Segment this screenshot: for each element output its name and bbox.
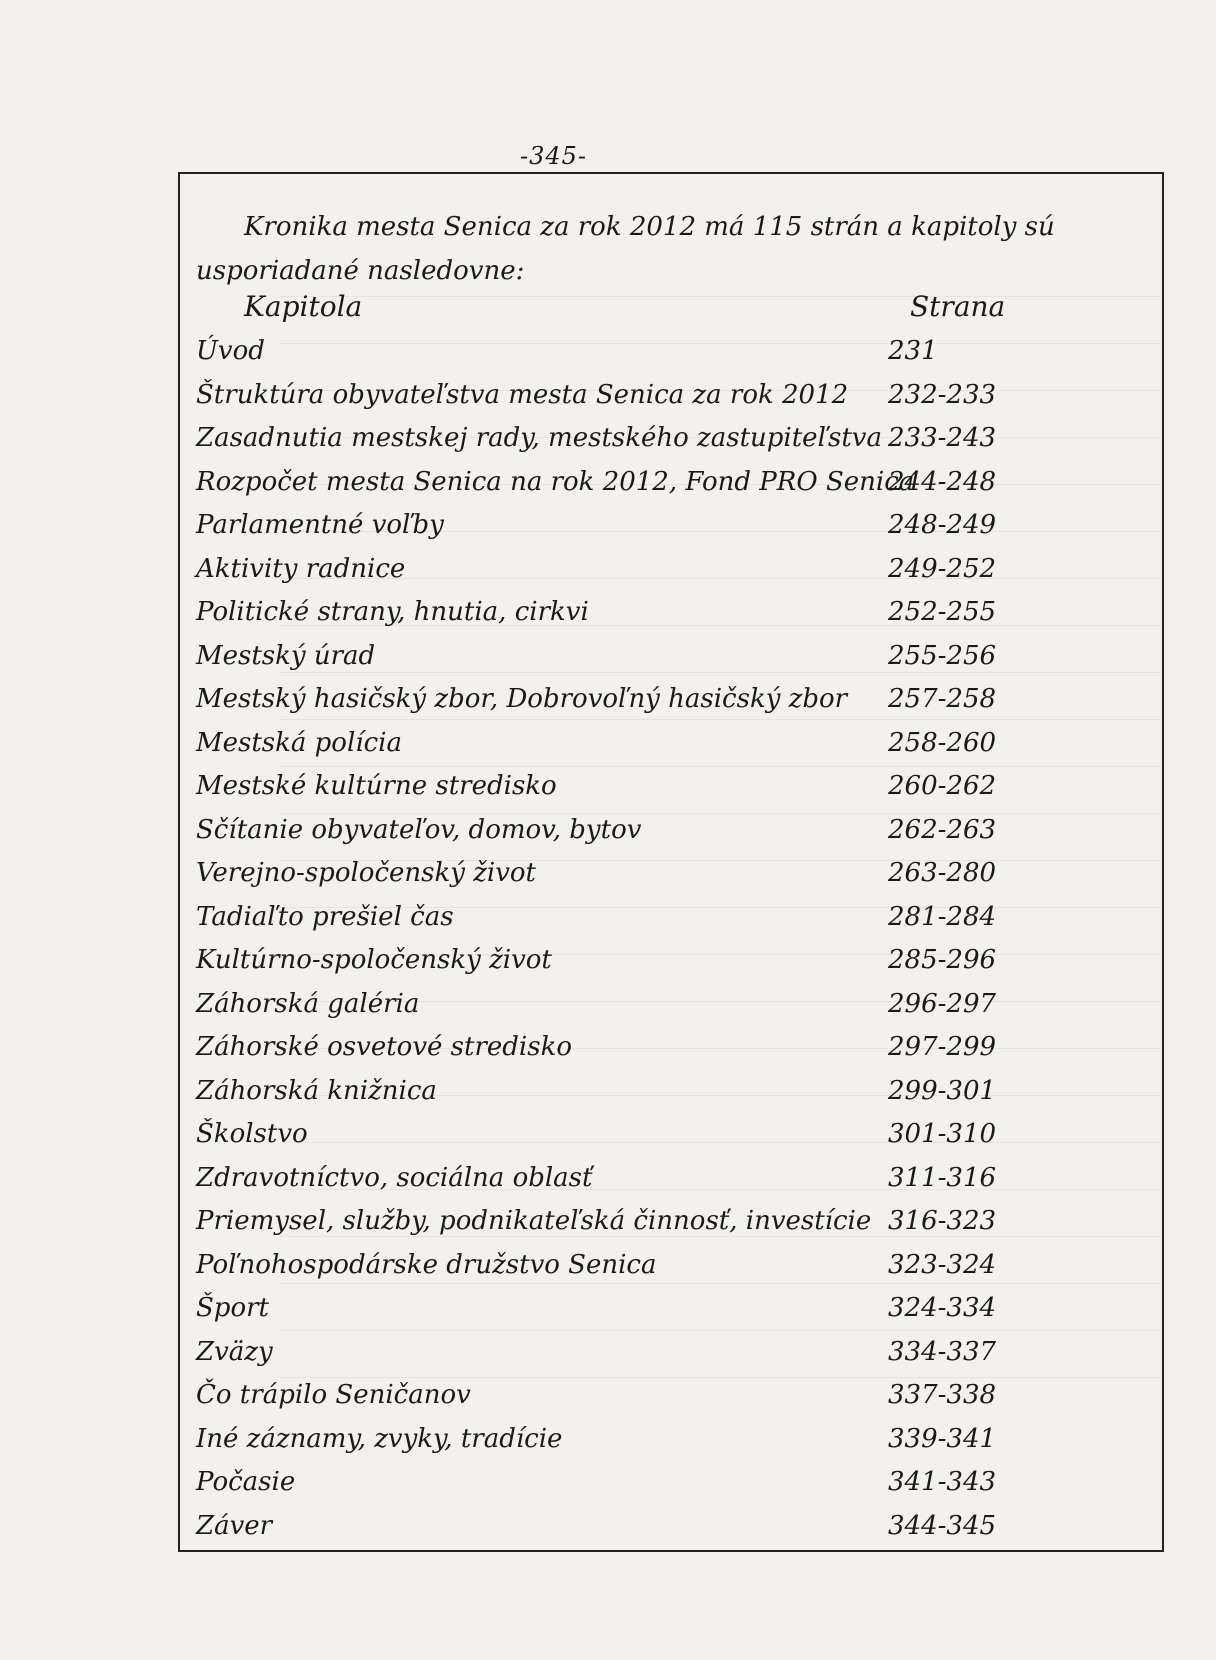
toc-entry — [196, 591, 1156, 635]
toc-title: Čo trápilo Seničanov — [196, 1380, 471, 1410]
toc-pages: 316-323 — [888, 1206, 997, 1236]
toc-pages: 285-296 — [888, 945, 997, 975]
toc-pages: 296-297 — [888, 988, 997, 1019]
toc-pages: 231 — [888, 336, 938, 366]
toc-title: Kultúrno-spoločenský život — [196, 945, 552, 975]
toc-entry — [196, 896, 1156, 940]
toc-title: Aktivity radnice — [196, 553, 406, 584]
toc-pages: 299-301 — [888, 1075, 997, 1106]
toc-title: Mestská polícia — [196, 727, 402, 758]
toc-title: Záver — [196, 1510, 273, 1541]
toc-pages: 297-299 — [888, 1032, 997, 1062]
toc-entry — [196, 678, 1156, 722]
toc-pages: 232-233 — [888, 379, 997, 410]
toc-entry — [196, 548, 1156, 592]
toc-title: Zväzy — [196, 1336, 273, 1367]
toc-title: Parlamentné voľby — [196, 510, 444, 540]
toc-entry — [196, 1026, 1156, 1070]
toc-title: Tadiaľto prešiel čas — [196, 901, 454, 932]
toc-pages: 263-280 — [888, 858, 997, 888]
toc-title: Úvod — [196, 336, 265, 366]
toc-title: Politické strany, hnutia, cirkvi — [196, 597, 589, 627]
toc-entry — [196, 1418, 1156, 1462]
toc-entry — [196, 504, 1156, 548]
toc-title: Priemysel, služby, podnikateľská činnosť, investície — [196, 1206, 872, 1236]
toc-pages: 341-343 — [888, 1467, 997, 1497]
toc-entry — [196, 330, 1156, 374]
toc-entry — [196, 939, 1156, 983]
toc-entry — [196, 1505, 1156, 1549]
toc-title: Mestský úrad — [196, 640, 376, 671]
toc-pages: 233-243 — [888, 423, 997, 453]
page-header: Strana — [910, 290, 1006, 323]
toc-pages: 301-310 — [888, 1119, 997, 1149]
page-number: -345- — [520, 142, 588, 170]
intro-text: Kronika mesta Senica za rok 2012 má 115 strán a kapitoly sú usporiadané nasledovne: — [196, 212, 1055, 286]
table-of-contents — [196, 330, 1156, 1548]
toc-pages: 334-337 — [888, 1336, 997, 1367]
toc-title: Rozpočet mesta Senica na rok 2012, Fond PRO Senica — [196, 466, 915, 497]
toc-entry — [196, 722, 1156, 766]
toc-pages: 339-341 — [888, 1423, 997, 1454]
toc-entry — [196, 1461, 1156, 1505]
toc-title: Štruktúra obyvateľstva mesta Senica za rok 2012 — [196, 379, 849, 410]
toc-entry — [196, 374, 1156, 418]
toc-entry — [196, 1287, 1156, 1331]
toc-entry — [196, 1374, 1156, 1418]
toc-pages: 252-255 — [888, 597, 997, 627]
toc-title: Zasadnutia mestskej rady, mestského zastupiteľstva — [196, 423, 882, 453]
toc-pages: 337-338 — [888, 1380, 997, 1410]
toc-entry — [196, 1200, 1156, 1244]
toc-title: Poľnohospodárske družstvo Senica — [196, 1249, 657, 1280]
toc-entry — [196, 765, 1156, 809]
toc-entry — [196, 809, 1156, 853]
toc-title: Záhorské osvetové stredisko — [196, 1032, 572, 1062]
toc-title: Iné záznamy, zvyky, tradície — [196, 1423, 563, 1454]
toc-title: Sčítanie obyvateľov, domov, bytov — [196, 814, 642, 845]
toc-entry — [196, 417, 1156, 461]
toc-pages: 281-284 — [888, 901, 997, 932]
toc-entry — [196, 1113, 1156, 1157]
toc-entry — [196, 1157, 1156, 1201]
toc-pages: 255-256 — [888, 640, 997, 671]
toc-entry — [196, 1244, 1156, 1288]
toc-pages: 262-263 — [888, 814, 997, 845]
toc-pages: 324-334 — [888, 1293, 997, 1323]
toc-title: Školstvo — [196, 1119, 308, 1149]
toc-entry — [196, 461, 1156, 505]
toc-title: Mestský hasičský zbor, Dobrovoľný hasičský zbor — [196, 684, 848, 714]
toc-pages: 260-262 — [888, 771, 997, 801]
toc-title: Mestské kultúrne stredisko — [196, 771, 557, 801]
toc-pages: 248-249 — [888, 510, 997, 540]
toc-pages: 323-324 — [888, 1249, 997, 1280]
toc-title: Záhorská knižnica — [196, 1075, 437, 1106]
toc-title: Šport — [196, 1293, 269, 1323]
toc-entry — [196, 635, 1156, 679]
toc-pages: 258-260 — [888, 727, 997, 758]
toc-title: Verejno-spoločenský život — [196, 858, 536, 888]
toc-entry — [196, 983, 1156, 1027]
toc-title: Záhorská galéria — [196, 988, 420, 1019]
toc-pages: 344-345 — [888, 1510, 997, 1541]
toc-pages: 257-258 — [888, 684, 997, 714]
toc-pages: 244-248 — [888, 466, 997, 497]
toc-title: Zdravotníctvo, sociálna oblasť — [196, 1162, 593, 1193]
toc-entry — [196, 852, 1156, 896]
toc-pages: 311-316 — [888, 1162, 997, 1193]
toc-pages: 249-252 — [888, 553, 997, 584]
toc-entry — [196, 1070, 1156, 1114]
chapter-header: Kapitola — [244, 290, 363, 323]
toc-entry — [196, 1331, 1156, 1375]
toc-title: Počasie — [196, 1467, 296, 1497]
